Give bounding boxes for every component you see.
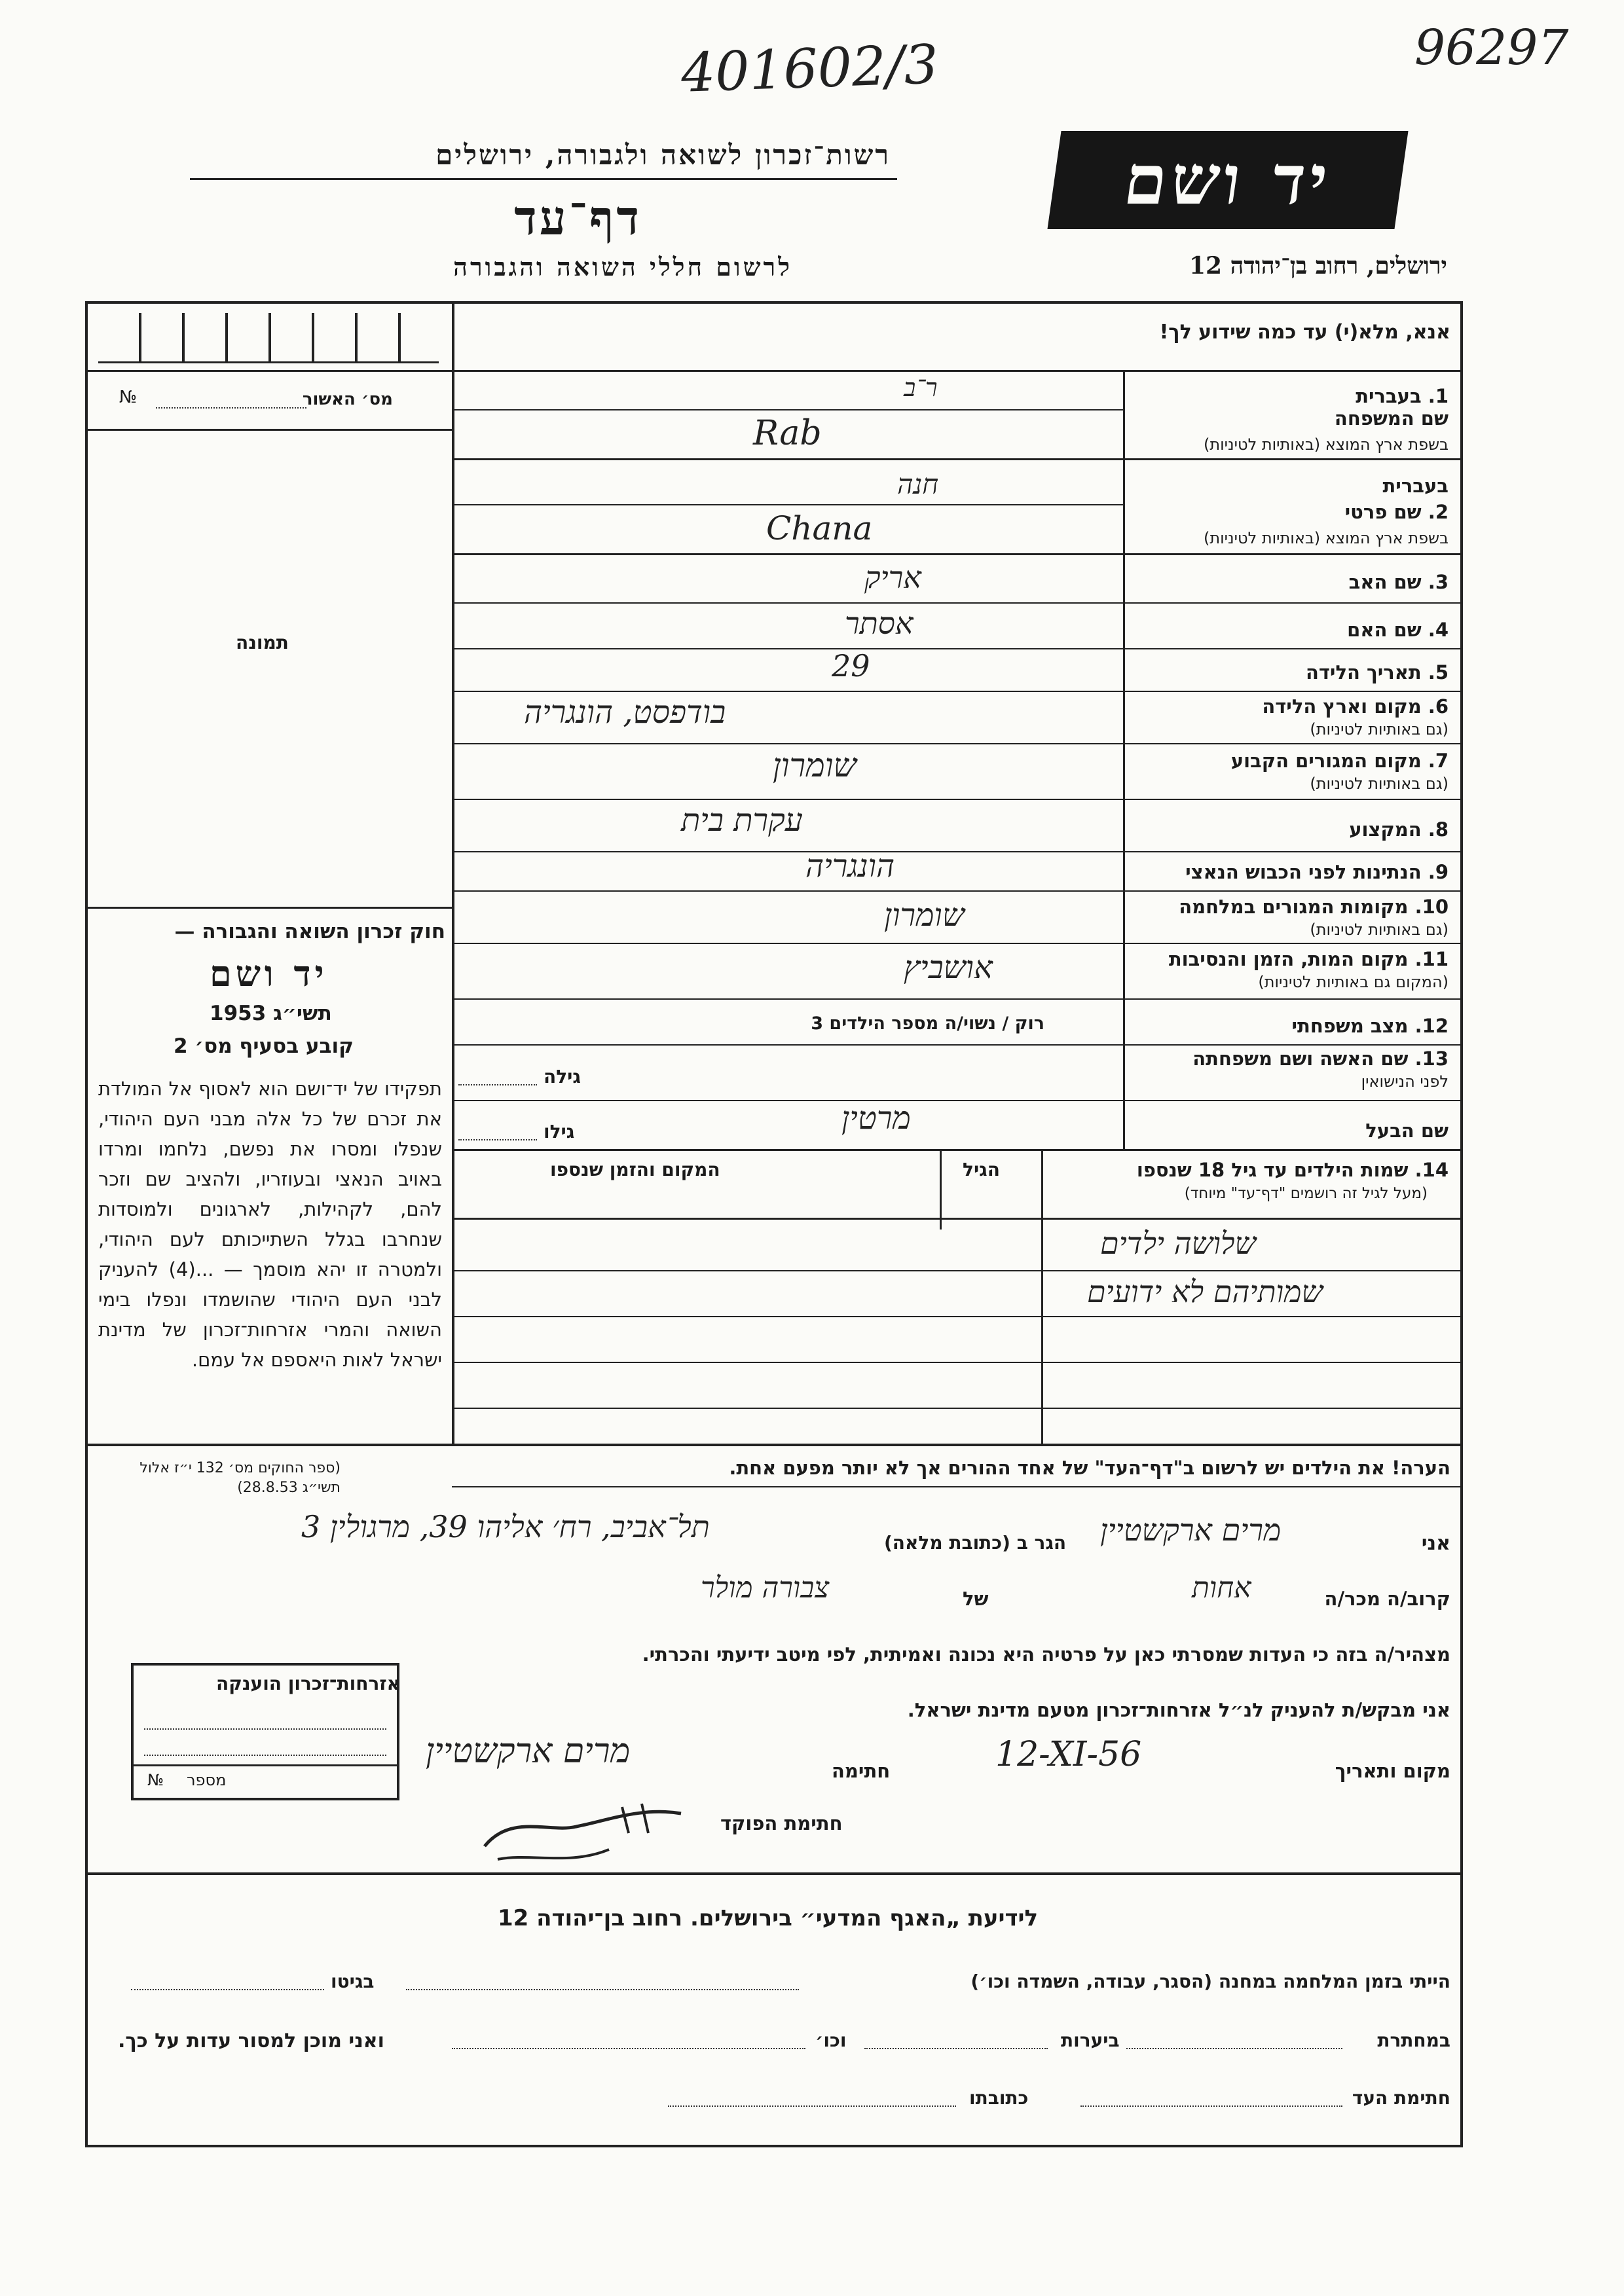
- decl-of-label: של: [963, 1588, 989, 1610]
- decl-place-date-label: מקום ותאריך: [1335, 1760, 1450, 1782]
- photo-label: תמונה: [236, 632, 289, 653]
- officer-signature: [471, 1787, 707, 1872]
- decl-i-value[interactable]: מרים ארקשטיין: [1100, 1512, 1282, 1548]
- field-12-value[interactable]: רוק / נשוי/ה מספר הילדים 3: [811, 1013, 1044, 1034]
- decl-signature-label: חתימה: [832, 1760, 891, 1782]
- field-1-sub: בשפת ארץ המוצא (באותיות לטיניות): [1204, 435, 1449, 454]
- field-6-sub: (גם באותיות לטיניות): [1310, 720, 1449, 738]
- decl-address-label: הגר ב (כתובת מלאה): [884, 1532, 1067, 1554]
- decl-address-value[interactable]: תל־אביב, רח׳ אליהו 39, מרגולין 3: [301, 1509, 710, 1544]
- decl-signature-value[interactable]: מרים ארקשטיין: [426, 1732, 631, 1771]
- bottom-line2-a: במחתרת: [1377, 2030, 1450, 2051]
- child-row-1[interactable]: שלושה ילדים: [1100, 1226, 1257, 1261]
- decl-certify: מצהיר/ה בזה כי העדות שמסרתי כאן על פרטיה היא נכונה ואמיתית, לפי מיטב ידיעתי והכרתי.: [642, 1643, 1450, 1666]
- decl-relation-value[interactable]: אחות: [1192, 1571, 1251, 1605]
- form-instruction: אנא, מלא(י) עד כמה שידוע לך!: [1159, 321, 1450, 344]
- field-2-label: בעברית: [1382, 475, 1449, 497]
- law-year: תשי״ג 1953: [210, 1002, 332, 1025]
- field-9-value[interactable]: הונגריה: [805, 848, 895, 884]
- bottom-line1-a: הייתי בזמן המלחמה במחנה (הסגר, עבודה, השמדה וכו׳): [970, 1971, 1450, 1992]
- field-10-value[interactable]: שומרון: [884, 897, 965, 934]
- field-13-age-label: גילה: [544, 1066, 581, 1087]
- bottom-line3-a: חתימת העד: [1352, 2087, 1450, 2109]
- decl-of-value[interactable]: צבורה מולר: [701, 1571, 830, 1605]
- field-2-value-he[interactable]: חנה: [897, 468, 939, 500]
- authority-title: רשות־זכרון לשואה ולגבורה, ירושלים: [435, 139, 891, 171]
- form-subtitle: לרשום חללי השואה והגבורה: [453, 252, 792, 282]
- field-13-label: 13. שם האשה ושם משפחתה: [1192, 1048, 1449, 1070]
- field-4-label: 4. שם האם: [1347, 619, 1449, 641]
- field-5-label: 5. תאריך הלידה: [1305, 661, 1449, 683]
- field-1-label: 1. בעברית: [1356, 385, 1449, 407]
- husband-age-label: גילו: [544, 1121, 575, 1142]
- bottom-line2-b: ביערות: [1061, 2030, 1120, 2051]
- children-col-place: המקום והזמן שנספו: [550, 1159, 720, 1180]
- children-col-age: הגיל: [963, 1159, 1000, 1180]
- field-5-value[interactable]: 29: [832, 648, 870, 683]
- field-1-surname-label: שם המשפחה: [1334, 407, 1449, 429]
- children-label: 14. שמות הילדים עד גיל 18 שנספו: [1136, 1159, 1449, 1181]
- field-11-label: 11. מקום המות, הזמן והנסיבות: [1168, 948, 1449, 970]
- decl-i-label: אני: [1421, 1532, 1450, 1555]
- children-note: הערה! את הילדים יש לרשום ב"דף־העד" של אחד ההורים אך לא יותר מפעם אחת.: [729, 1457, 1450, 1479]
- archive-number-center: 401602/3: [680, 33, 940, 105]
- bottom-line3-b: כתובתו: [969, 2087, 1029, 2109]
- law-title: חוק זכרון השואה והגבורה —: [174, 920, 445, 943]
- citizenship-number-label: מספר: [187, 1771, 227, 1789]
- field-9-label: 9. הנתינות לפני הכבוש הנאצי: [1185, 861, 1449, 883]
- field-7-value[interactable]: שומרון: [773, 746, 857, 784]
- field-12-label: 12. מצב משפחתי: [1291, 1015, 1449, 1037]
- field-2-sub: בשפת ארץ המוצא (באותיות לטיניות): [1204, 529, 1449, 547]
- decl-request: אני מבקש/ת להעניק לנ״ל אזרחות־זכרון מטעם מדינת ישראל.: [907, 1699, 1450, 1721]
- decl-officer-label: חתימת הפוקד: [720, 1812, 843, 1834]
- registration-no: №: [119, 388, 138, 407]
- field-8-label: 8. המקצוע: [1349, 818, 1449, 841]
- field-2-name-label: 2. שם פרטי: [1344, 501, 1449, 523]
- field-1-value-he[interactable]: ר־ב: [904, 373, 938, 402]
- decl-relation-label: קרוב/ה מכר/ה: [1324, 1588, 1450, 1610]
- citizenship-no: №: [147, 1771, 164, 1789]
- yad-vashem-logo: יד ושם: [1047, 131, 1408, 229]
- children-sub: (מעל לגיל זה רושמים "דף־עד" מיוחד): [1184, 1185, 1428, 1202]
- law-source: (ספר החוקים מס׳ 132 י״ז אלול תשי״ג 28.8.53): [139, 1460, 341, 1496]
- law-name: יד ושם: [210, 953, 328, 994]
- law-clause: קובע בסעיף מס׳ 2: [174, 1034, 354, 1058]
- field-10-label: 10. מקומות המגורים במלחמה: [1179, 896, 1449, 918]
- header-address: ירושלים, רחוב בן־יהודה 12: [1189, 252, 1447, 280]
- field-7-sub: (גם באותיות לטיניות): [1310, 774, 1449, 793]
- field-8-value[interactable]: עקרת בית: [681, 802, 803, 839]
- husband-value[interactable]: מרטין: [841, 1100, 911, 1137]
- registration-label: מס׳ האשור: [302, 390, 393, 409]
- child-row-2[interactable]: שמותיהם לא ידועים: [1087, 1274, 1323, 1309]
- field-11-sub: (המקום גם באותיות לטיניות): [1258, 973, 1449, 991]
- field-3-value[interactable]: אריק: [864, 560, 921, 595]
- field-4-value[interactable]: אסתר: [845, 606, 913, 641]
- bottom-title: לידיעת „האגף המדעי״ בירושלים. רחוב בן־יהודה 12: [498, 1905, 1039, 1931]
- field-10-sub: (גם באותיות לטיניות): [1310, 920, 1449, 939]
- form-title: דף־עד: [514, 190, 642, 246]
- field-7-label: 7. מקום המגורים הקבוע: [1230, 750, 1449, 772]
- bottom-line2-c: וכו׳: [815, 2030, 847, 2051]
- archive-number-right: 96297: [1414, 20, 1569, 76]
- field-6-label: 6. מקום וארץ הלידה: [1262, 695, 1449, 718]
- field-1-value-latin[interactable]: Rab: [753, 414, 822, 453]
- law-text: תפקידו של יד־ושם הוא לאסוף אל המולדת את זכרם של כל אלה מבני העם היהודי, שנפלו ומסרו את נפשם, נלחמו ומרדו באויב הנאצי ובעוזריו, ולהציב שם וזכר להם, לקהילות, לארגונים ולמוסדות שנחרבו בגלל השתייכותם לעם היהודי, ולמטרה זו יהא מוסמך — ...(4) להעניק לבני העם היהודי שהושמדו ונפלו בימי השואה והמרי אזרחות־זכרון של מדינת ישראל לאות היאספם אל עמם.: [98, 1078, 442, 1371]
- decl-place-date-value[interactable]: 12-XI-56: [995, 1735, 1142, 1774]
- field-11-value[interactable]: אושביץ: [904, 949, 993, 986]
- field-13-sub: לפני הנישואין: [1361, 1072, 1449, 1091]
- field-6-value[interactable]: בודפסט, הונגריה: [524, 694, 726, 731]
- bottom-line2-d: ואני מוכן למסור עדות על כך.: [118, 2030, 384, 2052]
- bottom-line1-b: בגיטו: [331, 1971, 375, 1992]
- field-3-label: 3. שם האב: [1348, 571, 1449, 593]
- husband-label: שם הבעל: [1365, 1120, 1449, 1142]
- registration-ticks: [98, 313, 439, 363]
- field-2-value-latin[interactable]: Chana: [766, 509, 873, 547]
- citizenship-title: אזרחות־זכרון הוענקה: [216, 1673, 400, 1694]
